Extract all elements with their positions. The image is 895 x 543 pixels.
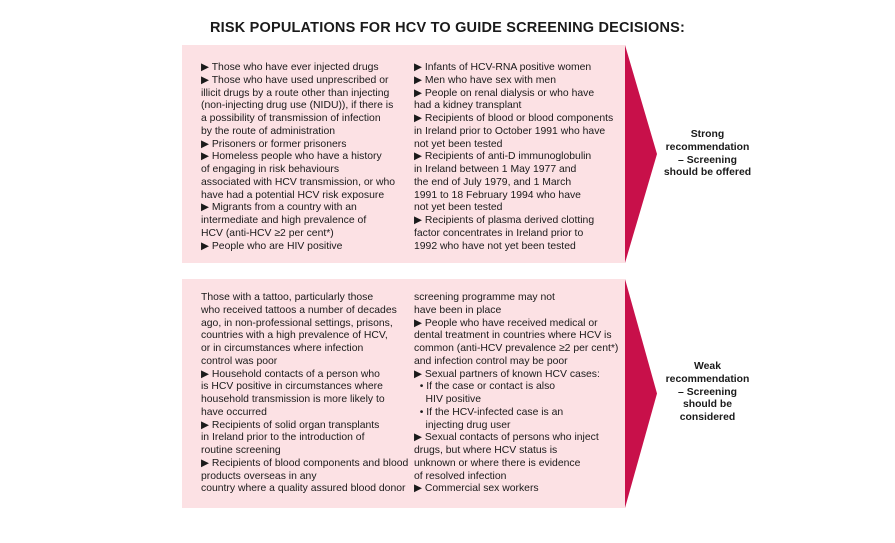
text-line: the end of July 1979, and 1 March — [414, 176, 572, 188]
text-line: of resolved infection — [414, 470, 507, 482]
text-line: ▶ Migrants from a country with an — [201, 202, 357, 214]
text-line: ago, in non-professional settings, prisons, — [201, 317, 393, 329]
text-line: is HCV positive in circumstances where — [201, 381, 383, 393]
text-line: 1991 to 18 February 1994 who have — [414, 189, 581, 201]
text-line: ▶ People who are HIV positive — [201, 240, 343, 252]
text-line: a possibility of transmission of infection — [201, 113, 381, 124]
text-line: in Ireland prior to the introduction of — [201, 432, 365, 444]
text-line: ▶ Infants of HCV-RNA positive women — [414, 62, 592, 73]
text-line: ▶ Household contacts of a person who — [201, 368, 380, 380]
text-line: ▶ Recipients of solid organ transplants — [201, 419, 380, 431]
text-line: considered — [679, 412, 736, 424]
text-line: in Ireland prior to October 1991 who have — [414, 125, 606, 137]
text-line: have had a potential HCV risk exposure — [201, 189, 385, 201]
strong-right-column — [414, 62, 613, 253]
text-line: control was poor — [201, 355, 278, 367]
text-line: 1992 who have not yet been tested — [414, 240, 576, 252]
text-line: – Screening — [678, 386, 737, 398]
text-line: HCV (anti-HCV ≥2 per cent*) — [201, 227, 334, 239]
text-line: ▶ Those who have ever injected drugs — [201, 62, 379, 73]
text-line: have occurred — [201, 406, 267, 418]
strong-risk-panel — [182, 45, 625, 263]
weak-left-column — [201, 292, 408, 496]
strong-left-column — [201, 62, 395, 253]
weak-recommendation — [650, 361, 765, 425]
text-line: country where a quality assured blood donor — [201, 483, 406, 495]
text-line: ▶ Recipients of blood or blood components — [414, 113, 614, 124]
text-line: ▶ People who have received medical or — [414, 317, 598, 329]
text-line: HIV positive — [414, 394, 481, 405]
text-line: in Ireland between 1 May 1977 and — [414, 164, 577, 175]
text-line: Weak — [694, 361, 721, 372]
text-line: associated with HCV transmission, or who — [201, 176, 396, 188]
text-line: should be — [682, 399, 733, 411]
text-line: of engaging in risk behaviours — [201, 164, 340, 175]
text-line: have been in place — [414, 304, 502, 316]
text-line: ▶ Prisoners or former prisoners — [201, 138, 347, 150]
text-line: • If the HCV-infected case is an — [414, 406, 564, 418]
text-line: not yet been tested — [414, 202, 503, 214]
text-line: routine screening — [201, 445, 281, 456]
page-title: RISK POPULATIONS FOR HCV TO GUIDE SCREENING DECISIONS: — [209, 20, 686, 36]
text-line: recommendation — [665, 373, 750, 385]
text-line: who received tattoos a number of decades — [201, 304, 397, 316]
text-line: not yet been tested — [414, 138, 503, 150]
text-line: products overseas in any — [201, 470, 317, 482]
text-line: ▶ Recipients of blood components and blood — [201, 457, 409, 469]
text-line: illicit drugs by a route other than injecting — [201, 87, 390, 99]
text-line: Strong — [690, 129, 725, 140]
text-line: and infection control may be poor — [414, 355, 568, 367]
text-line: should be offered — [663, 167, 752, 179]
text-line: intermediate and high prevalence of — [201, 215, 367, 226]
text-line: had a kidney transplant — [414, 100, 522, 112]
text-line: ▶ Homeless people who have a history — [201, 151, 382, 163]
text-line: • If the case or contact is also — [414, 381, 556, 393]
strong-recommendation — [650, 129, 765, 180]
text-line: ▶ Sexual partners of known HCV cases: — [414, 368, 600, 380]
text-line: screening programme may not — [414, 292, 555, 303]
weak-risk-panel — [182, 279, 625, 508]
text-line: household transmission is more likely to — [201, 394, 385, 405]
text-line: ▶ Commercial sex workers — [414, 483, 539, 495]
text-line: unknown or where there is evidence — [414, 457, 581, 469]
text-line: ▶ Men who have sex with men — [414, 74, 556, 86]
text-line: ▶ People on renal dialysis or who have — [414, 87, 595, 99]
text-line: injecting drug user — [414, 419, 511, 431]
text-line: countries with a high prevalence of HCV, — [201, 330, 388, 342]
text-line: by the route of administration — [201, 125, 335, 137]
text-line: ▶ Recipients of plasma derived clotting — [414, 215, 595, 226]
text-line: factor concentrates in Ireland prior to — [414, 227, 584, 239]
weak-right-column — [414, 292, 618, 496]
text-line: ▶ Those who have used unprescribed or — [201, 74, 389, 86]
text-line: dental treatment in countries where HCV is — [414, 330, 612, 342]
text-line: ▶ Sexual contacts of persons who inject — [414, 432, 599, 444]
text-line: (non-injecting drug use (NIDU)), if there is — [201, 100, 394, 112]
text-line: – Screening — [678, 154, 737, 166]
text-line: common (anti-HCV prevalence ≥2 per cent*) — [414, 343, 619, 354]
text-line: Those with a tattoo, particularly those — [201, 292, 374, 303]
text-line: or in circumstances where infection — [201, 343, 364, 354]
text-line: ▶ Recipients of anti-D immunoglobulin — [414, 151, 592, 163]
text-line: drugs, but where HCV status is — [414, 445, 558, 456]
text-line: recommendation — [665, 141, 750, 153]
